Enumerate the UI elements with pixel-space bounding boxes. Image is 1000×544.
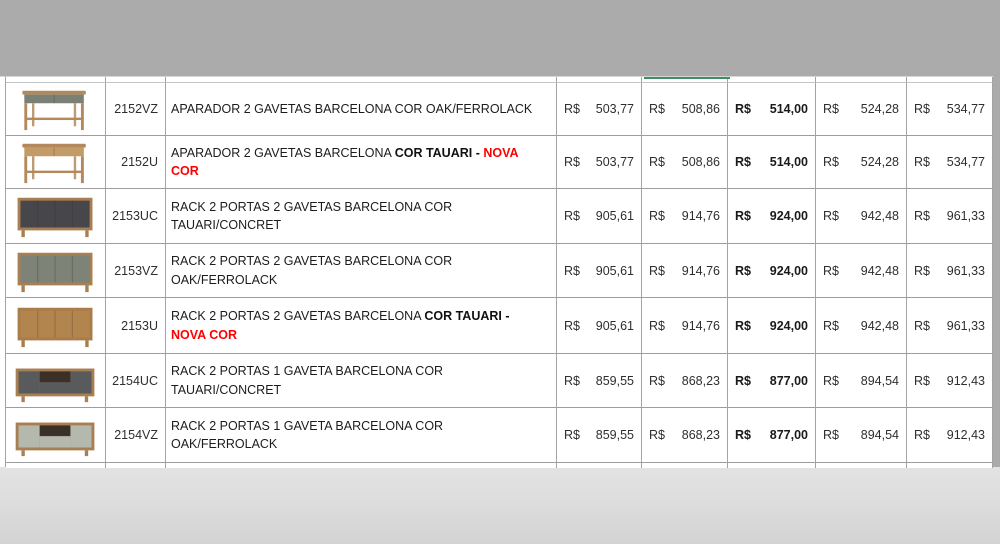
- price-value: 868,23: [681, 373, 720, 388]
- product-description: RACK 2 PORTAS 1 GAVETA BARCELONA COR OAK/FERROLACK: [171, 418, 444, 451]
- product-description-cell[interactable]: [166, 136, 557, 189]
- product-description: RACK 2 PORTAS 2 GAVETAS BARCELONA COR OAK/FERROLACK: [171, 254, 453, 287]
- price-cell[interactable]: [907, 83, 993, 136]
- price-cell[interactable]: [642, 244, 728, 298]
- partial-cell[interactable]: [642, 463, 728, 468]
- product-code: 2153UC: [112, 209, 158, 223]
- price-cell[interactable]: [816, 83, 907, 136]
- currency-symbol: R$: [649, 428, 665, 442]
- price-cell[interactable]: [816, 408, 907, 463]
- partial-cell[interactable]: [6, 463, 106, 468]
- price-cell[interactable]: [557, 354, 642, 408]
- price-value: 868,23: [681, 428, 720, 442]
- currency-symbol: R$: [823, 155, 839, 169]
- product-description-cell[interactable]: [166, 189, 557, 244]
- price-cell[interactable]: [642, 136, 728, 189]
- product-code: 2154UC: [112, 373, 158, 388]
- currency-symbol: R$: [823, 318, 839, 333]
- price-table-sheet: [5, 76, 993, 467]
- price-cell[interactable]: [557, 136, 642, 189]
- product-code-cell[interactable]: [106, 189, 166, 244]
- price-cell[interactable]: [816, 244, 907, 298]
- sideboard-thumbnail: [9, 192, 103, 240]
- price-value: 894,54: [860, 428, 899, 442]
- partial-cell[interactable]: [557, 463, 642, 468]
- price-value: 877,00: [769, 428, 808, 442]
- price-cell[interactable]: [557, 408, 642, 463]
- price-cell[interactable]: [816, 189, 907, 244]
- price-value: 877,00: [769, 373, 808, 388]
- product-description: APARADOR 2 GAVETAS BARCELONA COR TAUARI - NOVA COR: [171, 145, 519, 178]
- partial-cell[interactable]: [106, 463, 166, 468]
- product-image-cell[interactable]: [6, 136, 106, 189]
- price-cell[interactable]: [816, 354, 907, 408]
- product-code-cell[interactable]: [106, 354, 166, 408]
- currency-symbol: R$: [823, 428, 839, 442]
- product-description-cell[interactable]: [166, 408, 557, 463]
- price-cell[interactable]: [907, 244, 993, 298]
- product-code-cell[interactable]: [106, 83, 166, 136]
- price-value: 905,61: [595, 209, 634, 223]
- price-cell[interactable]: [816, 136, 907, 189]
- currency-symbol: R$: [914, 102, 930, 116]
- price-cell[interactable]: [642, 83, 728, 136]
- price-value: 514,00: [769, 102, 808, 116]
- price-value: 924,00: [769, 318, 808, 333]
- product-image-cell[interactable]: [6, 354, 106, 408]
- price-cell[interactable]: [907, 136, 993, 189]
- price-value: 894,54: [860, 373, 899, 388]
- price-cell-highlight[interactable]: [728, 244, 816, 298]
- currency-symbol: R$: [564, 318, 580, 333]
- price-cell[interactable]: [557, 244, 642, 298]
- price-value: 961,33: [946, 263, 985, 278]
- price-value: 961,33: [946, 318, 985, 333]
- partial-cell[interactable]: [166, 463, 557, 468]
- currency-symbol: R$: [823, 263, 839, 278]
- currency-symbol: R$: [649, 155, 665, 169]
- currency-symbol: R$: [914, 263, 930, 278]
- product-image-cell[interactable]: [6, 244, 106, 298]
- price-cell[interactable]: [557, 189, 642, 244]
- currency-symbol: R$: [914, 155, 930, 169]
- currency-symbol: R$: [735, 428, 751, 442]
- product-code: 2153VZ: [114, 263, 158, 278]
- price-cell[interactable]: [907, 298, 993, 354]
- price-value: 503,77: [595, 102, 634, 116]
- price-value: 912,43: [946, 428, 985, 442]
- price-cell[interactable]: [642, 189, 728, 244]
- currency-symbol: R$: [564, 428, 580, 442]
- product-description: RACK 2 PORTAS 2 GAVETAS BARCELONA COR TAUARI - NOVA COR: [171, 309, 510, 342]
- price-value: 503,77: [595, 155, 634, 169]
- price-cell[interactable]: [557, 83, 642, 136]
- currency-symbol: R$: [649, 373, 665, 388]
- currency-symbol: R$: [914, 318, 930, 333]
- price-value: 914,76: [681, 318, 720, 333]
- price-value: 508,86: [681, 102, 720, 116]
- currency-symbol: R$: [735, 102, 751, 116]
- product-description: RACK 2 PORTAS 2 GAVETAS BARCELONA COR TAUARI/CONCRET: [171, 199, 453, 232]
- price-cell[interactable]: [557, 298, 642, 354]
- tv-rack-thumbnail: [9, 411, 103, 459]
- price-cell[interactable]: [642, 354, 728, 408]
- currency-symbol: R$: [564, 209, 580, 223]
- product-code-cell[interactable]: [106, 244, 166, 298]
- currency-symbol: R$: [564, 155, 580, 169]
- currency-symbol: R$: [564, 263, 580, 278]
- price-cell[interactable]: [907, 189, 993, 244]
- product-code: 2152U: [121, 155, 158, 169]
- product-code-cell[interactable]: [106, 298, 166, 354]
- price-value: 859,55: [595, 373, 634, 388]
- currency-symbol: R$: [735, 209, 751, 223]
- currency-symbol: R$: [914, 209, 930, 223]
- currency-symbol: R$: [914, 373, 930, 388]
- price-table: [6, 77, 993, 468]
- price-cell[interactable]: [642, 408, 728, 463]
- product-image-cell[interactable]: [6, 408, 106, 463]
- currency-symbol: R$: [649, 318, 665, 333]
- product-description-cell[interactable]: [166, 83, 557, 136]
- partial-cell[interactable]: [728, 463, 816, 468]
- price-cell-highlight[interactable]: [728, 189, 816, 244]
- tv-rack-thumbnail: [9, 357, 103, 405]
- product-code: 2152VZ: [114, 102, 158, 116]
- price-value: 914,76: [681, 209, 720, 223]
- price-cell-highlight[interactable]: [728, 136, 816, 189]
- console-table-thumbnail: [9, 138, 103, 186]
- sideboard-thumbnail: [9, 247, 103, 295]
- product-description: APARADOR 2 GAVETAS BARCELONA COR OAK/FERROLACK: [171, 101, 533, 116]
- currency-symbol: R$: [735, 318, 751, 333]
- price-value: 534,77: [946, 102, 985, 116]
- partial-cell[interactable]: [816, 463, 907, 468]
- price-value: 924,00: [769, 263, 808, 278]
- price-value: 924,00: [769, 209, 808, 223]
- product-description-cell[interactable]: [166, 244, 557, 298]
- price-value: 942,48: [860, 318, 899, 333]
- price-value: 942,48: [860, 209, 899, 223]
- currency-symbol: R$: [735, 155, 751, 169]
- product-description: RACK 2 PORTAS 1 GAVETA BARCELONA COR TAUARI/CONCRET: [171, 364, 444, 397]
- price-value: 534,77: [946, 155, 985, 169]
- product-code: 2154VZ: [114, 428, 158, 442]
- currency-symbol: R$: [823, 209, 839, 223]
- price-value: 514,00: [769, 155, 808, 169]
- currency-symbol: R$: [649, 102, 665, 116]
- price-cell-highlight[interactable]: [728, 354, 816, 408]
- price-value: 942,48: [860, 263, 899, 278]
- currency-symbol: R$: [649, 263, 665, 278]
- currency-symbol: R$: [649, 209, 665, 223]
- currency-symbol: R$: [564, 102, 580, 116]
- selection-border: [644, 77, 730, 79]
- price-cell[interactable]: [907, 354, 993, 408]
- currency-symbol: R$: [735, 373, 751, 388]
- currency-symbol: R$: [823, 102, 839, 116]
- price-cell-highlight[interactable]: [728, 298, 816, 354]
- console-table-thumbnail: [9, 85, 103, 133]
- price-cell[interactable]: [642, 298, 728, 354]
- price-cell[interactable]: [816, 298, 907, 354]
- product-code-cell[interactable]: [106, 136, 166, 189]
- product-image-cell[interactable]: [6, 83, 106, 136]
- price-value: 912,43: [946, 373, 985, 388]
- price-value: 905,61: [595, 318, 634, 333]
- canvas-below-sheet: [0, 467, 1000, 544]
- price-cell-highlight[interactable]: [728, 408, 816, 463]
- currency-symbol: R$: [735, 263, 751, 278]
- currency-symbol: R$: [914, 428, 930, 442]
- sideboard-thumbnail: [9, 302, 103, 350]
- price-value: 905,61: [595, 263, 634, 278]
- product-description-cell[interactable]: [166, 298, 557, 354]
- product-image-cell[interactable]: [6, 298, 106, 354]
- product-description-cell[interactable]: [166, 354, 557, 408]
- currency-symbol: R$: [823, 373, 839, 388]
- price-value: 914,76: [681, 263, 720, 278]
- partial-cell[interactable]: [907, 463, 993, 468]
- product-code-cell[interactable]: [106, 408, 166, 463]
- product-code: 2153U: [121, 318, 158, 333]
- price-cell-highlight[interactable]: [728, 83, 816, 136]
- currency-symbol: R$: [564, 373, 580, 388]
- price-value: 524,28: [860, 155, 899, 169]
- price-value: 524,28: [860, 102, 899, 116]
- price-value: 859,55: [595, 428, 634, 442]
- product-image-cell[interactable]: [6, 189, 106, 244]
- price-cell[interactable]: [907, 408, 993, 463]
- price-value: 508,86: [681, 155, 720, 169]
- price-value: 961,33: [946, 209, 985, 223]
